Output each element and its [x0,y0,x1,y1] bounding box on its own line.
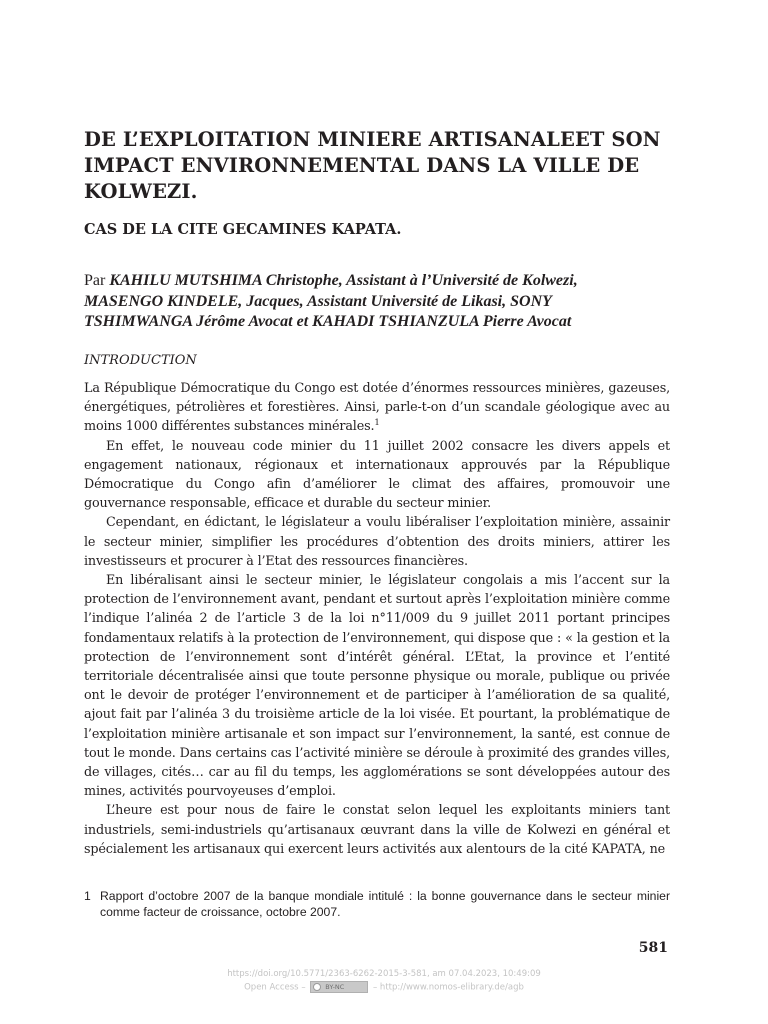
author-names-line-2: MASENGO KINDELE, Jacques, Assistant Université de Likasi, SONY [84,292,552,310]
title-line-3: KOLWEZI. [84,180,198,203]
paragraph-4: En libéralisant ainsi le secteur minier, le législateur congolais a mis l’accent sur la protection de l’environnement avant, pendant et surtout après l’exploitation minière comme l’indique l’alinéa 2 de l’article 3 de la loi n°11/009 du 9 juillet 2011 portant principes fondamentaux relatifs à la protection de l’environnement, qui dispose que : « la gestion et la protection de l’environnement sont d’intérêt général. L’Etat, la province et l’entité territoriale décentralisée ainsi que toute personne physique ou morale, publique ou privée ont le devoir de protéger l’environnement et de participer à l’amélioration de sa qualité, ajout fait par l’alinéa 3 du troisième article de la loi visée. Et pourtant, la problématique de l’exploitation minière artisanale et son impact sur l’environnement, la santé, est connue de tout le monde. Dans certains cas l’activité minière se déroule à proximité des grandes villes, de villages, cités… car au fil du temps, les agglomérations se sont développées autour des mines, activités pourvoyeuses d’emploi. [84,573,670,800]
watermark-agb-link[interactable]: – http://www.nomos-elibrary.de/agb [372,982,524,993]
title-line-1: DE L’EXPLOITATION MINIERE ARTISANALEET SON [84,128,661,151]
author-block [84,271,684,333]
article-subtitle: CAS DE LA CITE GECAMINES KAPATA. [84,221,402,238]
watermark-license-line [0,981,768,995]
article-title [84,127,684,205]
section-heading: INTRODUCTION [84,353,197,368]
paragraph-1-text: La République Démocratique du Congo est dotée d’énormes ressources minières, gazeuses, énergétiques, pétrolières et forestières. Ainsi, parle-t-on d’un scandale géologique avec au moins 1000 différentes substances minérales. [84,381,670,435]
footnote [84,888,670,920]
body-text [84,379,670,859]
author-lead: Par [84,272,106,289]
paragraph-2: En effet, le nouveau code minier du 11 juillet 2002 consacre les divers appels et engagement nationaux, régionaux et internationaux approuvés par la République Démocratique du Congo afin d’améliorer le climat des affaires, promouvoir une gouvernance responsable, efficace et durable du secteur minier. [84,438,670,512]
author-names-line-3: TSHIMWANGA Jérôme Avocat et KAHADI TSHIANZULA Pierre Avocat [84,313,572,330]
cc-license-icon [310,981,368,993]
footnote-number: 1 [84,889,91,903]
watermark-open-access: Open Access – [244,982,306,993]
footnote-text: Rapport d’octobre 2007 de la banque mondiale intitulé : la bonne gouvernance dans le secteur minier comme facteur de croissance, octobre 2007. [100,889,670,919]
paragraph-1 [84,379,670,437]
paragraph-3: Cependant, en édictant, le législateur a voulu libéraliser l’exploitation minière, assainir le secteur minier, simplifier les procédures d’obtention des droits miniers, attirer les investisseurs et procurer à l’Etat des ressources financières. [84,515,670,569]
watermark-doi-line: https://doi.org/10.5771/2363-6262-2015-3-581, am 07.04.2023, 10:49:09 [227,969,541,979]
author-names-line-1: KAHILU MUTSHIMA Christophe, Assistant à l’Université de Kolwezi, [109,272,578,289]
page-number: 581 [638,940,668,956]
footnote-reference: 1 [374,418,380,429]
paragraph-5: L’heure est pour nous de faire le constat selon lequel les exploitants miniers tant industriels, semi-industriels qu’artisanaux œuvrant dans la ville de Kolwezi en général et spécialement les artisanaux qui exercent leurs activités aux alentours de la cité KAPATA, ne [84,803,670,857]
cc-circle-icon [313,983,321,991]
access-watermark [0,968,768,995]
cc-license-label: BY-NC [325,983,345,991]
title-line-2: IMPACT ENVIRONNEMENTAL DANS LA VILLE DE [84,154,640,177]
